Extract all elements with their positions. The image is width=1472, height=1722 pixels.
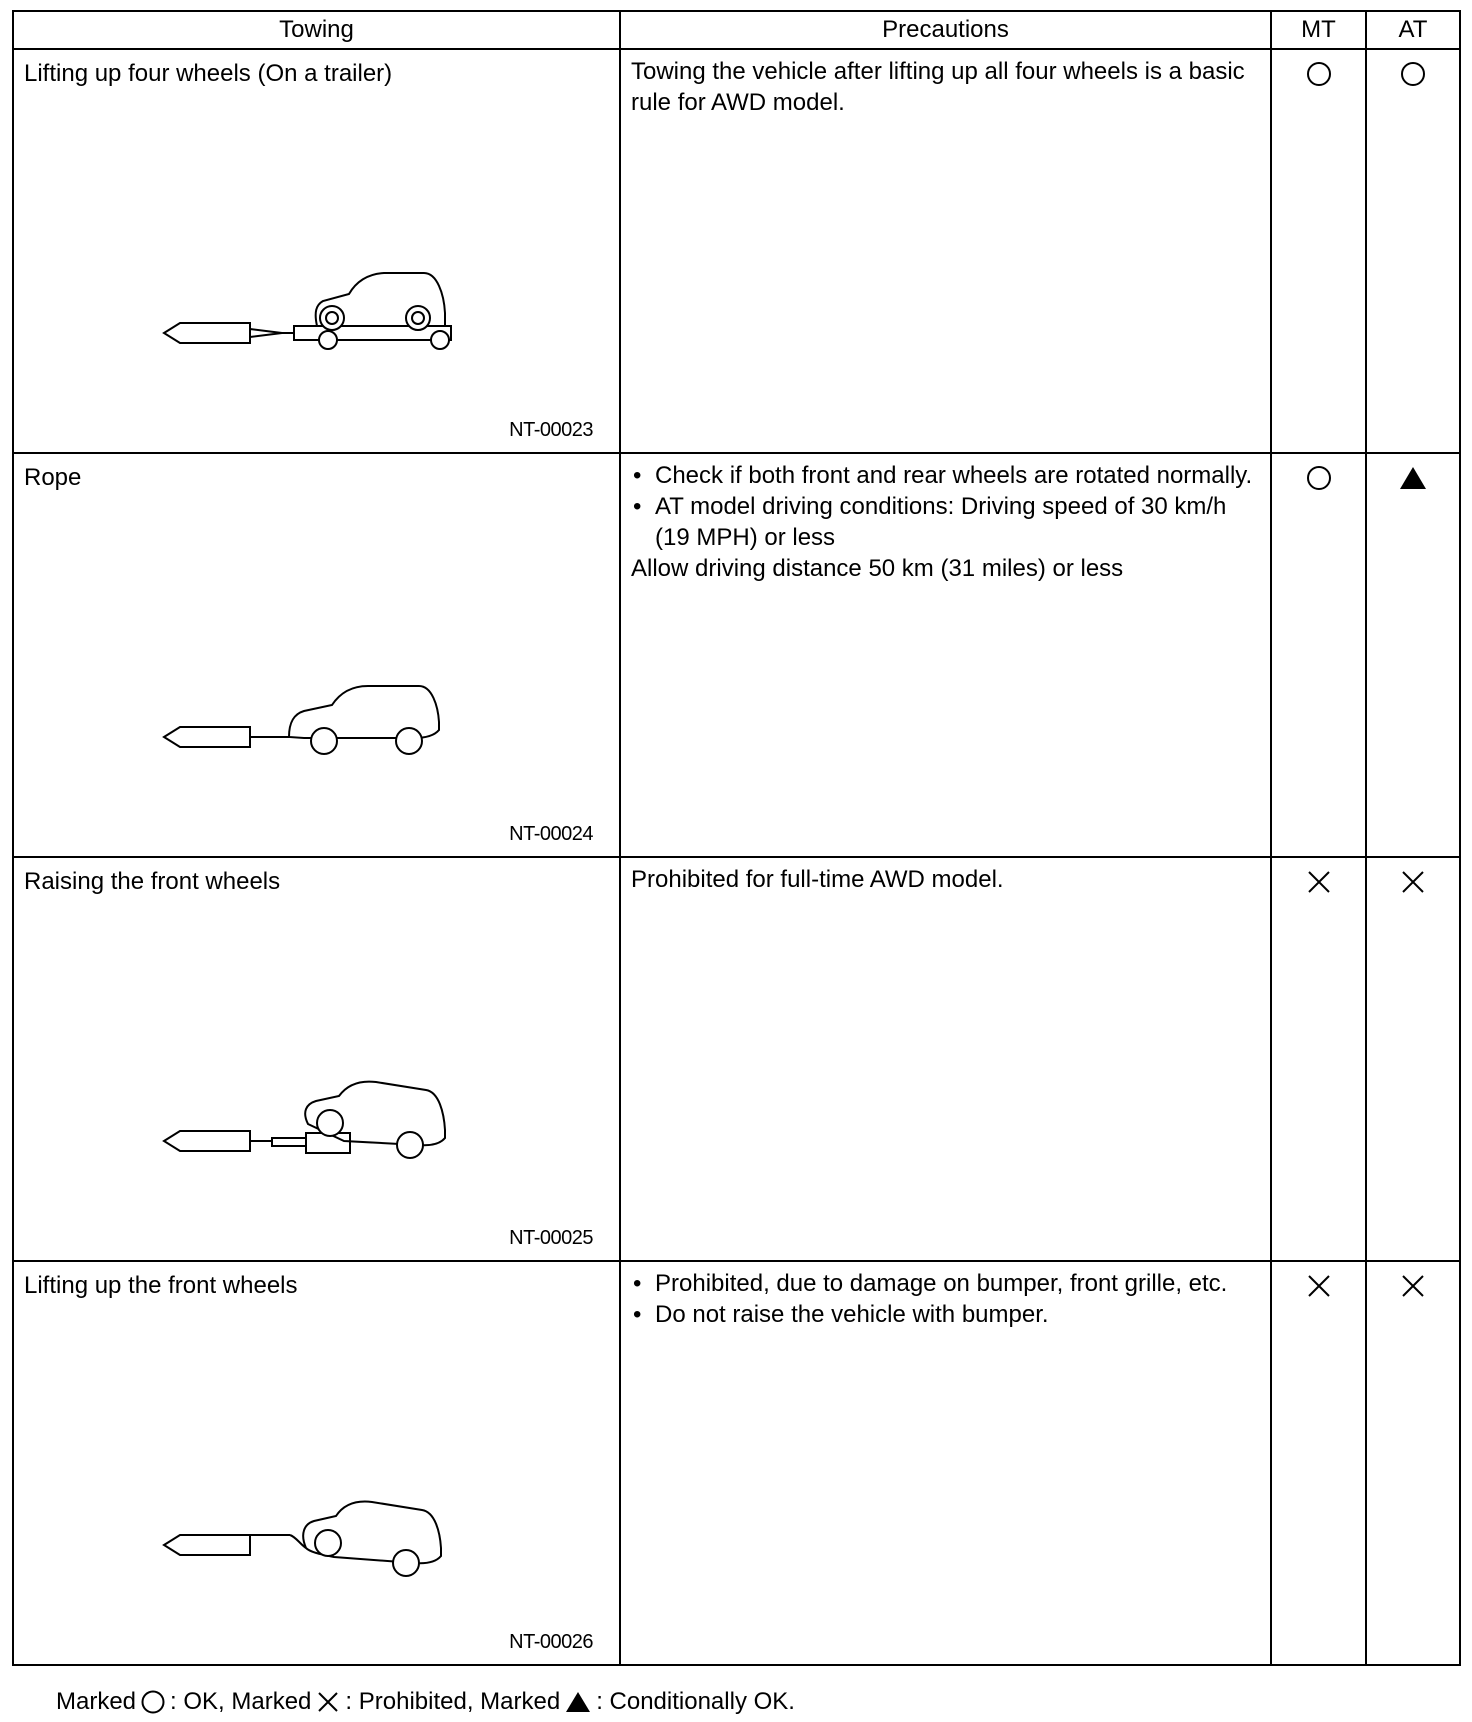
rope-tow-figure (14, 454, 619, 856)
header-mt: MT (1271, 11, 1366, 49)
dolly-tow-figure (14, 858, 619, 1260)
precaution-text: Prohibited for full-time AWD model. (631, 866, 1004, 893)
precaution-text: Allow driving distance 50 km (31 miles) or less (631, 555, 1124, 582)
mt-cell (1271, 857, 1366, 1261)
towing-method-label: Lifting up the front wheels (24, 1272, 298, 1299)
precaution-bullet: • AT model driving conditions: Driving speed of 30 km/h (19 MPH) or less (631, 491, 1260, 553)
legend (56, 1688, 795, 1716)
mt-cell (1271, 49, 1366, 453)
at-cell (1366, 453, 1460, 857)
towing-cell (13, 857, 620, 1261)
legend-prohibited: : Prohibited, Marked (345, 1688, 561, 1715)
towing-method-label: Raising the front wheels (24, 868, 281, 895)
precautions-cell (620, 1261, 1271, 1665)
hook-tow-figure (14, 1262, 619, 1664)
legend-ok: : OK, Marked (170, 1688, 312, 1715)
circle-icon (140, 1689, 166, 1715)
at-cell (1366, 857, 1460, 1261)
precaution-bullet: • Prohibited, due to damage on bumper, front grille, etc. (631, 1268, 1260, 1299)
trailer-tow-figure (14, 50, 619, 452)
precaution-text: Towing the vehicle after lifting up all four wheels is a basic rule for AWD model. (631, 58, 1245, 116)
towing-cell (13, 1261, 620, 1665)
header-precautions: Precautions (620, 11, 1271, 49)
mt-cell (1271, 1261, 1366, 1665)
cross-icon (1399, 1272, 1427, 1300)
figure-code: NT-00024 (509, 823, 593, 845)
table-row (13, 857, 1460, 1261)
precautions-cell (620, 857, 1271, 1261)
header-row (13, 11, 1460, 49)
legend-prefix: Marked (56, 1688, 137, 1715)
triangle-icon (564, 1689, 592, 1715)
triangle-icon (1398, 464, 1428, 492)
figure-code: NT-00025 (509, 1227, 593, 1249)
circle-icon (1399, 60, 1427, 88)
towing-method-label: Rope (24, 464, 82, 491)
precaution-bullet: • Check if both front and rear wheels are rotated normally. (631, 460, 1260, 491)
mt-cell (1271, 453, 1366, 857)
precaution-bullet: • Do not raise the vehicle with bumper. (631, 1299, 1260, 1330)
table-row (13, 453, 1460, 857)
towing-cell (13, 453, 620, 857)
towing-cell (13, 49, 620, 453)
precautions-cell (620, 49, 1271, 453)
at-cell (1366, 1261, 1460, 1665)
figure-code: NT-00026 (509, 1631, 593, 1653)
cross-icon (1305, 1272, 1333, 1300)
towing-method-label: Lifting up four wheels (On a trailer) (24, 60, 393, 87)
at-cell (1366, 49, 1460, 453)
towing-table (12, 10, 1461, 1666)
cross-icon (315, 1689, 341, 1715)
figure-code: NT-00023 (509, 419, 593, 441)
table-row (13, 49, 1460, 453)
cross-icon (1305, 868, 1333, 896)
circle-icon (1305, 464, 1333, 492)
table-row (13, 1261, 1460, 1665)
header-at: AT (1366, 11, 1460, 49)
cross-icon (1399, 868, 1427, 896)
header-towing: Towing (13, 11, 620, 49)
legend-conditional: : Conditionally OK. (596, 1688, 795, 1715)
circle-icon (1305, 60, 1333, 88)
precautions-cell (620, 453, 1271, 857)
